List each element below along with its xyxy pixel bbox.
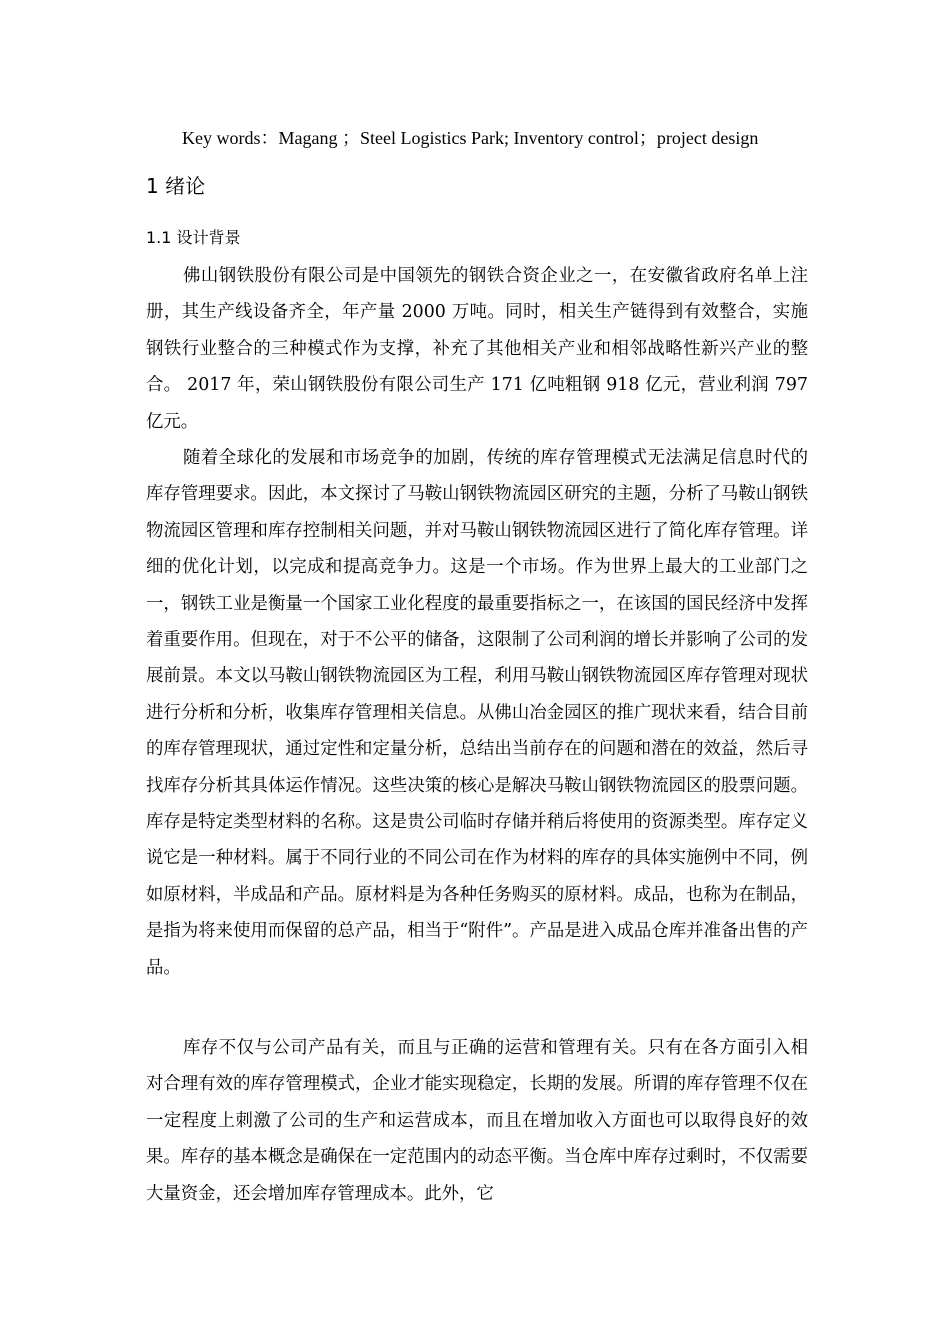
subsection-heading: 1.1 设计背景 xyxy=(146,228,241,247)
keywords-line: Key words：Magang ；Steel Logistics Park; Inventory control；project design xyxy=(182,128,759,148)
body-paragraph: 佛山钢铁股份有限公司是中国领先的钢铁合资企业之一，在安徽省政府名单上注册，其生产线设备齐全，年产量 2000 万吨。同时，相关生产链得到有效整合，实施钢铁行业整合的三种模式作为支撑，补充了其他相关产业和相邻战略性新兴产业的整合。 2017 年，荣山钢铁股份有限公司生产 171 亿吨粗钢 918 亿元，营业利润 797 亿元。 xyxy=(146,266,808,432)
body-paragraph: 库存不仅与公司产品有关，而且与正确的运营和管理有关。只有在各方面引入相对合理有效的库存管理模式，企业才能实现稳定，长期的发展。所谓的库存管理不仅在一定程度上刺激了公司的生产和运营成本，而且在增加收入方面也可以取得良好的效果。库存的基本概念是确保在一定范围内的动态平衡。当仓库中库存过剩时，不仅需要大量资金，还会增加库存管理成本。此外，它 xyxy=(146,1038,808,1204)
body-paragraph: 随着全球化的发展和市场竞争的加剧，传统的库存管理模式无法满足信息时代的库存管理要求。因此，本文探讨了马鞍山钢铁物流园区研究的主题，分析了马鞍山钢铁物流园区管理和库存控制相关问题，并对马鞍山钢铁物流园区进行了简化库存管理。详细的优化计划，以完成和提高竞争力。这是一个市场。作为世界上最大的工业部门之一，钢铁工业是衡量一个国家工业化程度的最重要指标之一，在该国的国民经济中发挥着重要作用。但现在，对于不公平的储备，这限制了公司利润的增长并影响了公司的发展前景。本文以马鞍山钢铁物流园区为工程，利用马鞍山钢铁物流园区库存管理对现状进行分析和分析，收集库存管理相关信息。从佛山冶金园区的推广现状来看，结合目前的库存管理现状，通过定性和定量分析，总结出当前存在的问题和潜在的效益，然后寻找库存分析其具体运作情况。这些决策的核心是解决马鞍山钢铁物流园区的股票问题。库存是特定类型材料的名称。这是贵公司临时存储并稍后将使用的资源类型。库存定义说它是一种材料。属于不同行业的不同公司在作为材料的库存的具体实施例中不同，例如原材料，半成品和产品。原材料是为各种任务购买的原材料。成品，也称为在制品，是指为将来使用而保留的总产品，相当于“附件”。产品是进入成品仓库并准备出售的产品。 xyxy=(146,448,808,978)
section-heading: 1 绪论 xyxy=(146,174,206,198)
